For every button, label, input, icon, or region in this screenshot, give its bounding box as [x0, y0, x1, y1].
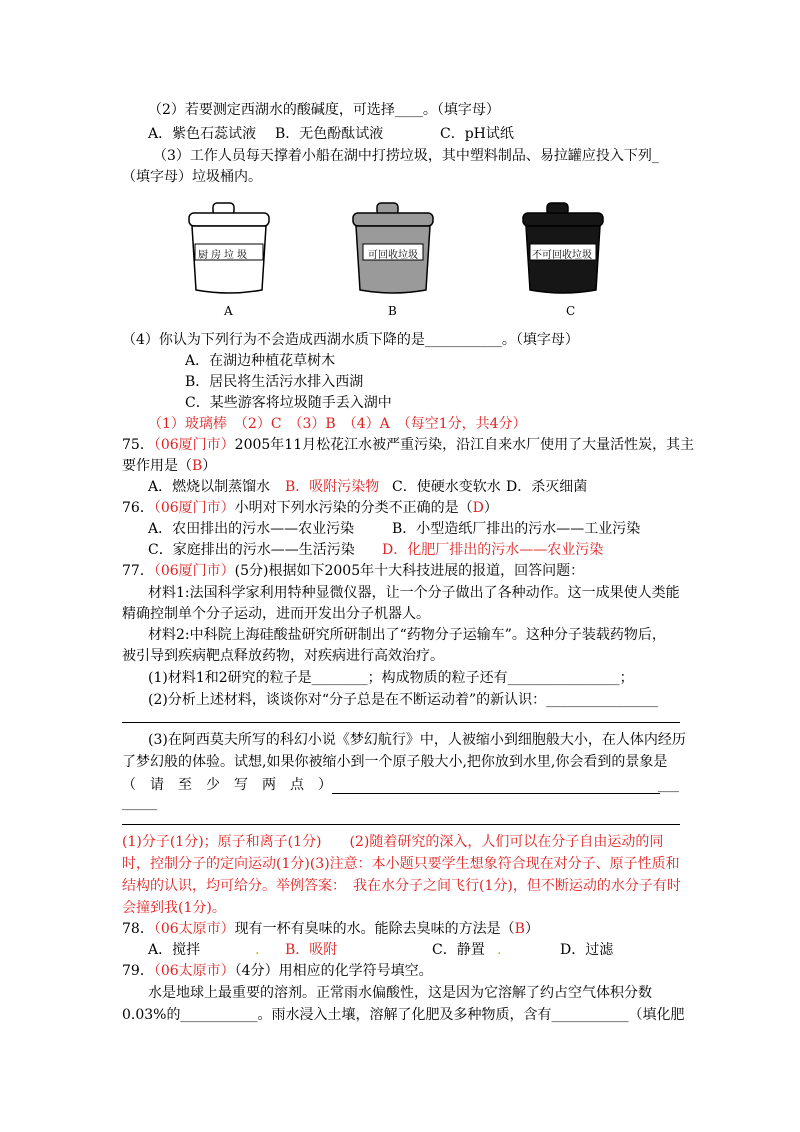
option-75-d: D．杀灭细菌 — [506, 479, 588, 495]
sub-question-3-line2: 了梦幻般的体验。试想,如果你被缩小到一个原子般大小,把你放到水里,你会看到的景象是 — [122, 754, 668, 770]
answer-77-line1: (1)分子(1分)；原子和离子(1分) (2)随着研究的深入，人们可以在分子自由运动的同 — [122, 834, 664, 850]
bin-c-label: 不可回收垃圾 — [532, 250, 592, 261]
answer-line — [122, 722, 680, 723]
dot-mark: . — [255, 942, 260, 958]
material-2-line2: 被引导到疾病靶点释放药物，对疾病进行高效治疗。 — [122, 648, 444, 664]
option-74-4-c: C．某些游客将垃圾随手丢入湖中 — [185, 395, 392, 411]
option-76-a: A．农田排出的污水——农业污染 — [148, 521, 355, 537]
question-78: 78．（06太原市）现有一杯有臭味的水。能除去臭味的方法是（B） — [122, 921, 539, 937]
question-79-line3: 0.03%的___________。雨水浸入土壤，溶解了化肥及多种物质，含有___________（填化肥 — [122, 1007, 685, 1023]
material-1-line1: 材料1:法国科学家利用特种显微仪器，让一个分子做出了各种动作。这一成果使人类能 — [148, 585, 680, 601]
bin-b-label: 可回收垃圾 — [368, 250, 418, 261]
answer-74: （1）玻璃棒 （2）C （3）B （4）A （每空1分，共4分） — [148, 416, 527, 432]
bin-a-caption: A — [224, 304, 233, 318]
option-74-2-c: C．pH试纸 — [440, 126, 514, 142]
answer-75: B — [192, 458, 203, 474]
option-78-c: C．静置 — [432, 942, 485, 958]
source-tag: （06厦门市） — [153, 500, 235, 516]
question-74-3-line1: （3）工作人员每天撑着小船在湖中打捞垃圾，其中塑料制品、易拉罐应投入下列_ — [153, 148, 659, 164]
blank-line4: _____ — [122, 795, 157, 811]
bin-c-caption: C — [566, 304, 576, 318]
option-74-4-a: A．在湖边种植花草树木 — [185, 353, 336, 369]
sub-question-1: (1)材料1和2研究的粒子是________；构成物质的粒子还有________________； — [148, 670, 634, 686]
dot-mark: . — [497, 942, 502, 958]
source-tag: （06太原市） — [153, 963, 235, 979]
option-74-4-b: B．居民将生活污水排入西湖 — [185, 374, 364, 390]
source-tag: （06厦门市） — [153, 437, 235, 453]
source-tag: （06厦门市） — [153, 563, 235, 579]
bin-a-label: 厨房垃圾 — [198, 250, 250, 261]
option-75-b: B．吸附污染物 — [285, 479, 380, 495]
answer-77-line4: 会撞到我(1分)。 — [122, 900, 226, 916]
answer-76: D — [472, 500, 484, 516]
material-2-line1: 材料2:中科院上海硅酸盐研究所研制出了“药物分子运输车”。这种分子装载药物后， — [148, 627, 666, 643]
sub-question-3-line1: (3)在阿西莫夫所写的科幻小说《梦幻航行》中，人被缩小到细胞般大小，在人体内经历 — [148, 732, 686, 748]
question-79: 79．（06太原市）（4分）用相应的化学符号填空。 — [122, 963, 433, 979]
option-78-b: B．吸附 — [285, 942, 338, 958]
option-78-d: D．过滤 — [560, 942, 614, 958]
question-76: 76．（06厦门市）小明对下列水污染的分类不正确的是（D） — [122, 500, 498, 516]
answer-line — [332, 793, 660, 794]
answer-78: B — [514, 921, 525, 937]
blank-end: ___ — [658, 777, 679, 793]
option-76-b: B．小型造纸厂排出的污水——工业污染 — [392, 521, 641, 537]
question-74-2: （2）若要测定西湖水的酸碱度，可选择____。（填字母） — [148, 102, 500, 118]
sub-question-2: (2)分析上述材料，谈谈你对“分子总是在不断运动着”的新认识：________________ — [148, 692, 659, 708]
answer-77-line3: 结构的认识，均可给分。举例答案： 我在水分子之间飞行(1分)，但不断运动的水分子有时 — [122, 878, 681, 894]
question-77: 77．（06厦门市）(5分)根据如下2005年十大科技进展的报道，回答问题： — [122, 563, 585, 579]
answer-line — [122, 824, 680, 825]
option-78-a: A．搅拌 — [148, 942, 201, 958]
bin-b-caption: B — [388, 304, 397, 318]
sub-question-3-line3: （请至少写两点） — [122, 777, 346, 793]
answer-77-line2: 时，控制分子的定向运动(1分)(3)注意：本小题只要学生想象符合现在对分子、原子性质和 — [122, 856, 680, 872]
source-tag: （06太原市） — [153, 921, 235, 937]
option-74-2-b: B．无色酚酞试液 — [275, 126, 384, 142]
material-1-line2: 精确控制单个分子运动，进而开发出分子机器人。 — [122, 606, 430, 622]
option-76-d: D．化肥厂排出的污水——农业污染 — [382, 542, 604, 558]
option-75-a: A．燃烧以制蒸馏水 — [148, 479, 271, 495]
option-74-2-a: A．紫色石蕊试液 — [148, 126, 257, 142]
option-76-c: C．家庭排出的污水——生活污染 — [148, 542, 355, 558]
option-75-c: C．使硬水变软水 — [392, 479, 501, 495]
question-75: 75．（06厦门市）2005年11月松花江水被严重污染，沿江自来水厂使用了大量活性炭，其主 — [122, 437, 695, 453]
question-74-4: （4）你认为下列行为不会造成西湖水质下降的是___________。（填字母） — [122, 332, 579, 348]
question-75-line2: 要作用是（B） — [122, 458, 217, 474]
question-74-3-line2: （填字母）垃圾桶内。 — [122, 169, 262, 185]
question-79-line2: 水是地球上最重要的溶剂。正常雨水偏酸性，这是因为它溶解了约占空气体积分数 — [148, 985, 652, 1001]
